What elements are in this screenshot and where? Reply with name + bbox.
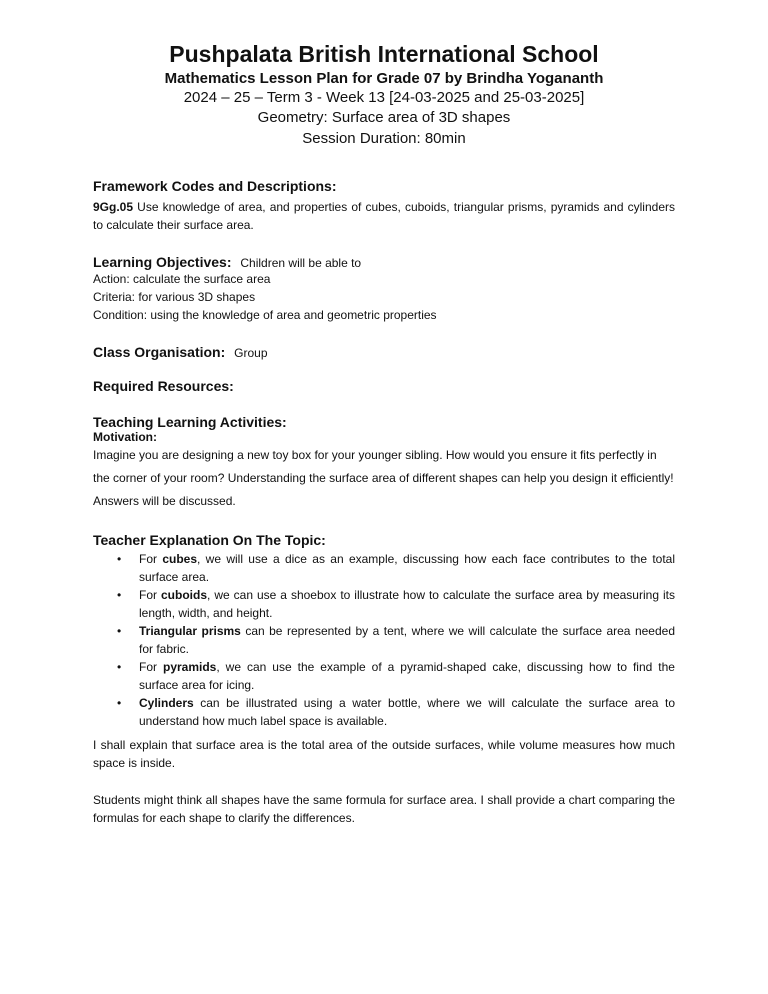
objectives-list xyxy=(93,270,675,324)
motivation-text: Imagine you are designing a new toy box for your younger sibling. How would you ensure it fits perfectly in the corner of your room? Understanding the surface area of different shapes can help you design it efficiently! Answers will be discussed. xyxy=(93,448,674,508)
explanation-heading: Teacher Explanation On The Topic: xyxy=(93,532,326,548)
bullet-cylinders: • Cylinders can be illustrated using a water bottle, where we will calculate the surface area to understand how much label space is available. xyxy=(117,696,675,728)
explanation-bullet-list xyxy=(117,550,675,730)
objective-criteria xyxy=(93,288,675,306)
bullet-keyword: cubes xyxy=(162,552,198,566)
bullet-cuboids: • For cuboids, we can use a shoebox to illustrate how to calculate the surface area by measuring its length, width, and height. xyxy=(117,588,675,620)
framework-heading: Framework Codes and Descriptions: xyxy=(93,178,337,194)
framework-text: Use knowledge of area, and properties of cubes, cuboids, triangular prisms, pyramids and cylinders to calculate their surface area. xyxy=(93,200,675,232)
bullet-keyword: cuboids xyxy=(160,588,207,602)
bullet-dot-icon: • xyxy=(117,552,122,566)
bullet-dot-icon: • xyxy=(117,588,122,602)
bullet-dot-icon: • xyxy=(117,624,122,638)
objective-condition xyxy=(93,306,675,324)
bullet-keyword: pyramids xyxy=(162,660,217,674)
motivation-label: Motivation: xyxy=(93,430,157,444)
framework-code: 9Gg.05 xyxy=(93,200,134,214)
bullet-cubes: • For cubes, we will use a dice as an example, discussing how each face contributes to the total surface area. xyxy=(117,552,675,584)
bullet-dot-icon: • xyxy=(117,696,122,710)
topic-line: Geometry: Surface area of 3D shapes xyxy=(257,109,511,126)
explanation-summary: I shall explain that surface area is the total area of the outside surfaces, while volume measures how much space is inside. xyxy=(93,738,675,770)
resources-heading: Required Resources: xyxy=(93,378,234,394)
organisation-heading: Class Organisation: xyxy=(93,344,226,360)
misconception-paragraph: Students might think all shapes have the same formula for surface area. I shall provide a chart comparing the formulas for each shape to clarify the differences. xyxy=(93,793,675,825)
organisation-row xyxy=(93,344,675,362)
plan-title: Mathematics Lesson Plan for Grade 07 by Brindha Yogananth xyxy=(164,70,604,87)
criteria-text: : for various 3D shapes xyxy=(131,290,256,304)
framework-description xyxy=(93,198,675,234)
bullet-keyword: Cylinders xyxy=(139,696,194,710)
school-name: Pushpalata British International School xyxy=(169,41,599,67)
term-line: 2024 – 25 – Term 3 - Week 13 [24-03-2025 and 25-03-2025] xyxy=(183,89,585,106)
condition-text: : using the knowledge of area and geometric properties xyxy=(143,308,437,322)
objective-action: Action: calculate the surface area xyxy=(93,272,271,286)
condition-label: Condition xyxy=(93,308,144,322)
objectives-intro: Children will be able to xyxy=(240,256,362,270)
objectives-heading: Learning Objectives: xyxy=(93,254,232,270)
activities-heading: Teaching Learning Activities: xyxy=(93,414,287,430)
bullet-keyword: Triangular prisms xyxy=(139,624,241,638)
duration-line: Session Duration: 80min xyxy=(302,130,466,147)
criteria-label: Criteria xyxy=(93,290,132,304)
bullet-triangular-prisms: • Triangular prisms can be represented by a tent, where we will calculate the surface area needed for fabric. xyxy=(117,624,675,656)
organisation-value: Group xyxy=(234,346,268,360)
bullet-pyramids: • For pyramids, we can use the example of a pyramid-shaped cake, discussing how to find the surface area for icing. xyxy=(117,660,675,692)
bullet-dot-icon: • xyxy=(117,660,122,674)
